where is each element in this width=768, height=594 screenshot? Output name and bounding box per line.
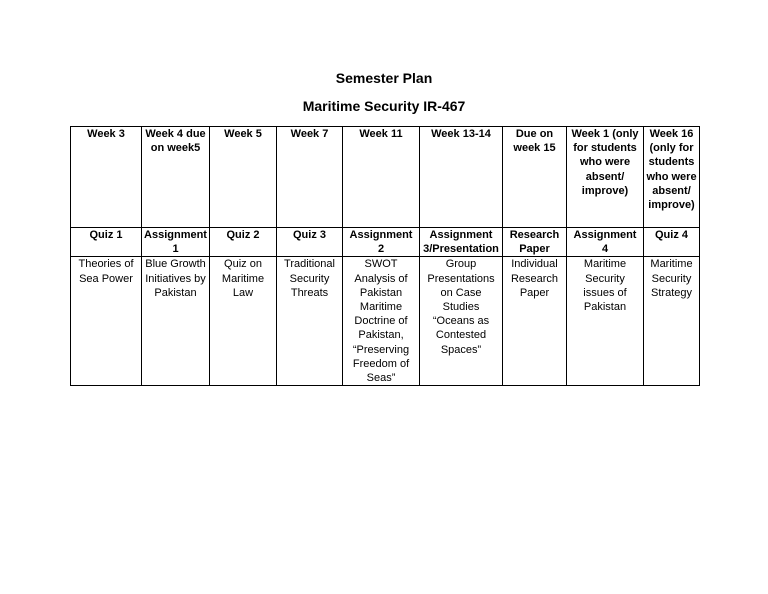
topic-cell: Theories of Sea Power xyxy=(71,257,142,386)
topic-cell: Maritime Security issues of Pakistan xyxy=(567,257,644,386)
week-header-row xyxy=(71,127,700,228)
topic-cell: Group Presentations on Case Studies “Oceans as Contested Spaces” xyxy=(420,257,503,386)
document-title: Semester Plan xyxy=(335,70,433,86)
topic-cell: Individual Research Paper xyxy=(503,257,567,386)
assessment-type-cell: Assignment 4 xyxy=(567,228,644,257)
week-cell: Week 1 (only for students who were absent/ improve) xyxy=(567,127,644,228)
assessment-type-cell: Quiz 4 xyxy=(644,228,700,257)
assessment-type-cell: Assignment 1 xyxy=(142,228,210,257)
week-cell: Week 4 due on week5 xyxy=(142,127,210,228)
week-cell: Week 16 (only for students who were absent/ improve) xyxy=(644,127,700,228)
assessment-type-cell: Assignment 3/Presentation xyxy=(420,228,503,257)
assessment-type-row xyxy=(71,228,700,257)
assessment-type-cell: Assignment 2 xyxy=(343,228,420,257)
topic-cell: Quiz on Maritime Law xyxy=(210,257,277,386)
assessment-type-cell: Quiz 2 xyxy=(210,228,277,257)
semester-plan-table xyxy=(70,126,700,386)
week-cell: Week 3 xyxy=(71,127,142,228)
week-cell: Week 13-14 xyxy=(420,127,503,228)
topic-row xyxy=(71,257,700,386)
topic-cell: SWOT Analysis of Pakistan Maritime Doctrine of Pakistan, “Preserving Freedom of Seas” xyxy=(343,257,420,386)
week-cell: Week 5 xyxy=(210,127,277,228)
assessment-type-cell: Research Paper xyxy=(503,228,567,257)
assessment-type-cell: Quiz 3 xyxy=(277,228,343,257)
topic-cell: Blue Growth Initiatives by Pakistan xyxy=(142,257,210,386)
course-title: Maritime Security IR-467 xyxy=(302,98,466,114)
assessment-type-cell: Quiz 1 xyxy=(71,228,142,257)
week-cell: Week 11 xyxy=(343,127,420,228)
topic-cell: Maritime Security Strategy xyxy=(644,257,700,386)
week-cell: Week 7 xyxy=(277,127,343,228)
week-cell: Due on week 15 xyxy=(503,127,567,228)
topic-cell: Traditional Security Threats xyxy=(277,257,343,386)
